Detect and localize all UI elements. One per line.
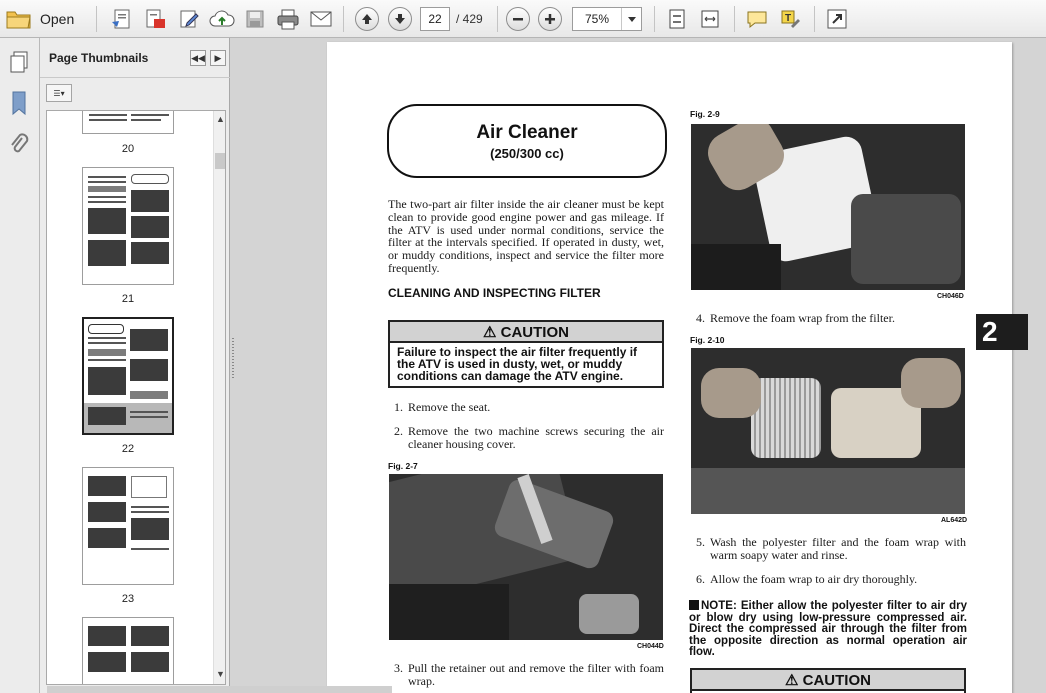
caution-title: ⚠ CAUTION — [390, 322, 662, 343]
thumbnail-options-button[interactable]: ☰▾ — [46, 84, 72, 102]
highlight-button[interactable] — [777, 6, 803, 32]
print-button[interactable] — [274, 6, 302, 32]
arrow-down-icon — [393, 12, 407, 26]
step-text: Pull the retainer out and remove the filter with foam wrap. — [408, 661, 664, 688]
open-button[interactable] — [6, 6, 80, 32]
step-item — [394, 401, 664, 415]
intro-paragraph: The two-part air filter inside the air cleaner must be kept clean to provide good engine power and gas mileage. If the ATV is used under normal conditions, service the filter at the intervals specified. If operated in dusty, wet, or muddy conditions, inspect and service the filter more frequently. — [388, 197, 664, 275]
panel-title: Page Thumbnails — [49, 51, 149, 65]
figure-label: Fig. 2-10 — [690, 335, 725, 345]
step-number: 6. — [696, 572, 705, 586]
minus-icon — [512, 13, 524, 25]
caution-title: ⚠ CAUTION — [692, 670, 964, 691]
save-button[interactable] — [242, 6, 268, 32]
toolbar-separator — [497, 6, 498, 32]
create-pdf-button[interactable] — [108, 6, 134, 32]
folder-icon — [6, 8, 32, 30]
thumbnails-panel — [40, 38, 230, 693]
zoom-select[interactable] — [572, 7, 642, 31]
upload-button[interactable] — [208, 6, 236, 32]
thumbnail-page[interactable] — [82, 110, 174, 134]
previous-page-button[interactable] — [355, 7, 379, 31]
step-text: Allow the foam wrap to air dry thoroughly. — [710, 572, 918, 586]
edit-icon — [178, 8, 200, 30]
zoom-in-button[interactable] — [538, 7, 562, 31]
email-button[interactable] — [307, 6, 335, 32]
step-item — [696, 536, 966, 564]
fit-page-icon — [667, 8, 687, 30]
note-square-icon — [689, 600, 699, 610]
note-paragraph — [689, 600, 967, 659]
step-number: 5. — [696, 535, 705, 549]
step-text: Remove the two machine screws securing the air cleaner housing cover. — [408, 424, 664, 451]
scrollbar-thumb[interactable] — [215, 153, 226, 169]
printer-icon — [276, 8, 300, 30]
pages-icon[interactable] — [8, 50, 32, 79]
step-number: 1. — [394, 400, 403, 414]
next-page-button[interactable] — [388, 7, 412, 31]
pdf-page — [327, 42, 1012, 693]
figure-code: CH046D — [937, 293, 964, 300]
thumbnail-page[interactable] — [82, 467, 174, 585]
arrow-up-icon — [360, 12, 374, 26]
title-box — [387, 104, 667, 178]
toolbar-separator — [814, 6, 815, 32]
thumbnail-page-number: 21 — [121, 293, 135, 305]
thumbnail-scrollbar[interactable] — [213, 111, 226, 684]
step-text: Wash the polyester filter and the foam wrap with warm soapy water and rinse. — [710, 535, 966, 562]
thumbnail-page[interactable] — [82, 167, 174, 285]
figure-photo — [691, 348, 965, 514]
section-heading: CLEANING AND INSPECTING FILTER — [388, 286, 601, 300]
svg-text:T: T — [785, 13, 792, 24]
plus-icon — [544, 13, 556, 25]
chevron-down-icon[interactable] — [621, 8, 641, 30]
thumbnail-page-number: 23 — [121, 593, 135, 605]
bookmark-icon[interactable] — [9, 90, 29, 121]
step-item — [394, 425, 664, 453]
document-viewport[interactable] — [231, 38, 1046, 693]
export-pdf-button[interactable] — [142, 6, 168, 32]
step-text: Remove the seat. — [408, 400, 491, 414]
fit-page-button[interactable] — [664, 6, 690, 32]
caution-box — [690, 668, 966, 693]
toolbar-separator — [96, 6, 97, 32]
step-number: 3. — [394, 661, 403, 675]
zoom-out-button[interactable] — [506, 7, 530, 31]
page-total: / 429 — [456, 12, 483, 26]
thumbnail-page-number: 22 — [121, 443, 135, 455]
comment-button[interactable] — [744, 6, 770, 32]
zoom-value: 75% — [584, 12, 610, 26]
paperclip-icon[interactable] — [9, 132, 29, 161]
figure-photo — [389, 474, 663, 640]
thumbnail-page-number: 20 — [121, 143, 135, 155]
chevron-down-icon[interactable]: ▼ — [216, 669, 225, 679]
caution-text: Failure to inspect the air filter frequently if the ATV is used in dusty, wet, or muddy conditions can damage the ATV engine. — [397, 345, 638, 383]
step-item — [696, 573, 966, 587]
toolbar — [0, 0, 1046, 38]
save-icon — [245, 9, 265, 29]
page-subtitle: (250/300 cc) — [490, 146, 564, 161]
fit-width-icon — [699, 8, 721, 30]
panel-splitter[interactable] — [232, 338, 234, 378]
step-number: 4. — [696, 311, 705, 325]
expand-icon — [826, 8, 848, 30]
chevron-up-icon[interactable]: ▲ — [216, 114, 225, 124]
chevron-right-icon[interactable]: ▶ — [210, 50, 226, 66]
navigation-rail — [0, 38, 40, 693]
figure-label: Fig. 2-9 — [690, 109, 720, 119]
toolbar-separator — [343, 6, 344, 32]
export-pdf-icon — [144, 8, 166, 30]
highlighter-icon — [779, 8, 801, 30]
thumbnail-page-selected[interactable] — [82, 317, 174, 435]
fit-width-button[interactable] — [697, 6, 723, 32]
figure-code: CH044D — [637, 643, 664, 650]
open-label: Open — [40, 11, 75, 27]
expand-button[interactable] — [824, 6, 850, 32]
caution-box — [388, 320, 664, 388]
create-pdf-icon — [110, 8, 132, 30]
figure-code: AL642D — [941, 517, 968, 524]
page-title: Air Cleaner — [476, 122, 578, 143]
horizontal-scrollbar[interactable] — [47, 686, 392, 693]
thumbnail-list — [46, 110, 226, 685]
speech-bubble-icon — [746, 9, 768, 29]
panel-header — [40, 38, 230, 78]
figure-photo — [691, 124, 965, 290]
step-text: Remove the foam wrap from the filter. — [710, 311, 895, 325]
page-number-input[interactable]: 22 — [420, 7, 450, 31]
collapse-left-icon[interactable]: ◀◀ — [190, 50, 206, 66]
step-item — [696, 312, 966, 326]
cloud-upload-icon — [209, 8, 235, 30]
chapter-tab: 2 — [976, 314, 1028, 350]
figure-label: Fig. 2-7 — [388, 461, 418, 471]
note-text: NOTE: Either allow the polyester filter to air dry or blow dry using low-pressure compressed air. Direct the compressed air through the filter from the opposite direction as normal operation air flow. — [689, 600, 967, 658]
toolbar-separator — [654, 6, 655, 32]
thumbnail-page[interactable] — [82, 617, 174, 685]
toolbar-separator — [734, 6, 735, 32]
edit-pdf-button[interactable] — [176, 6, 202, 32]
envelope-icon — [309, 9, 333, 29]
step-item — [394, 662, 664, 690]
step-number: 2. — [394, 424, 403, 438]
